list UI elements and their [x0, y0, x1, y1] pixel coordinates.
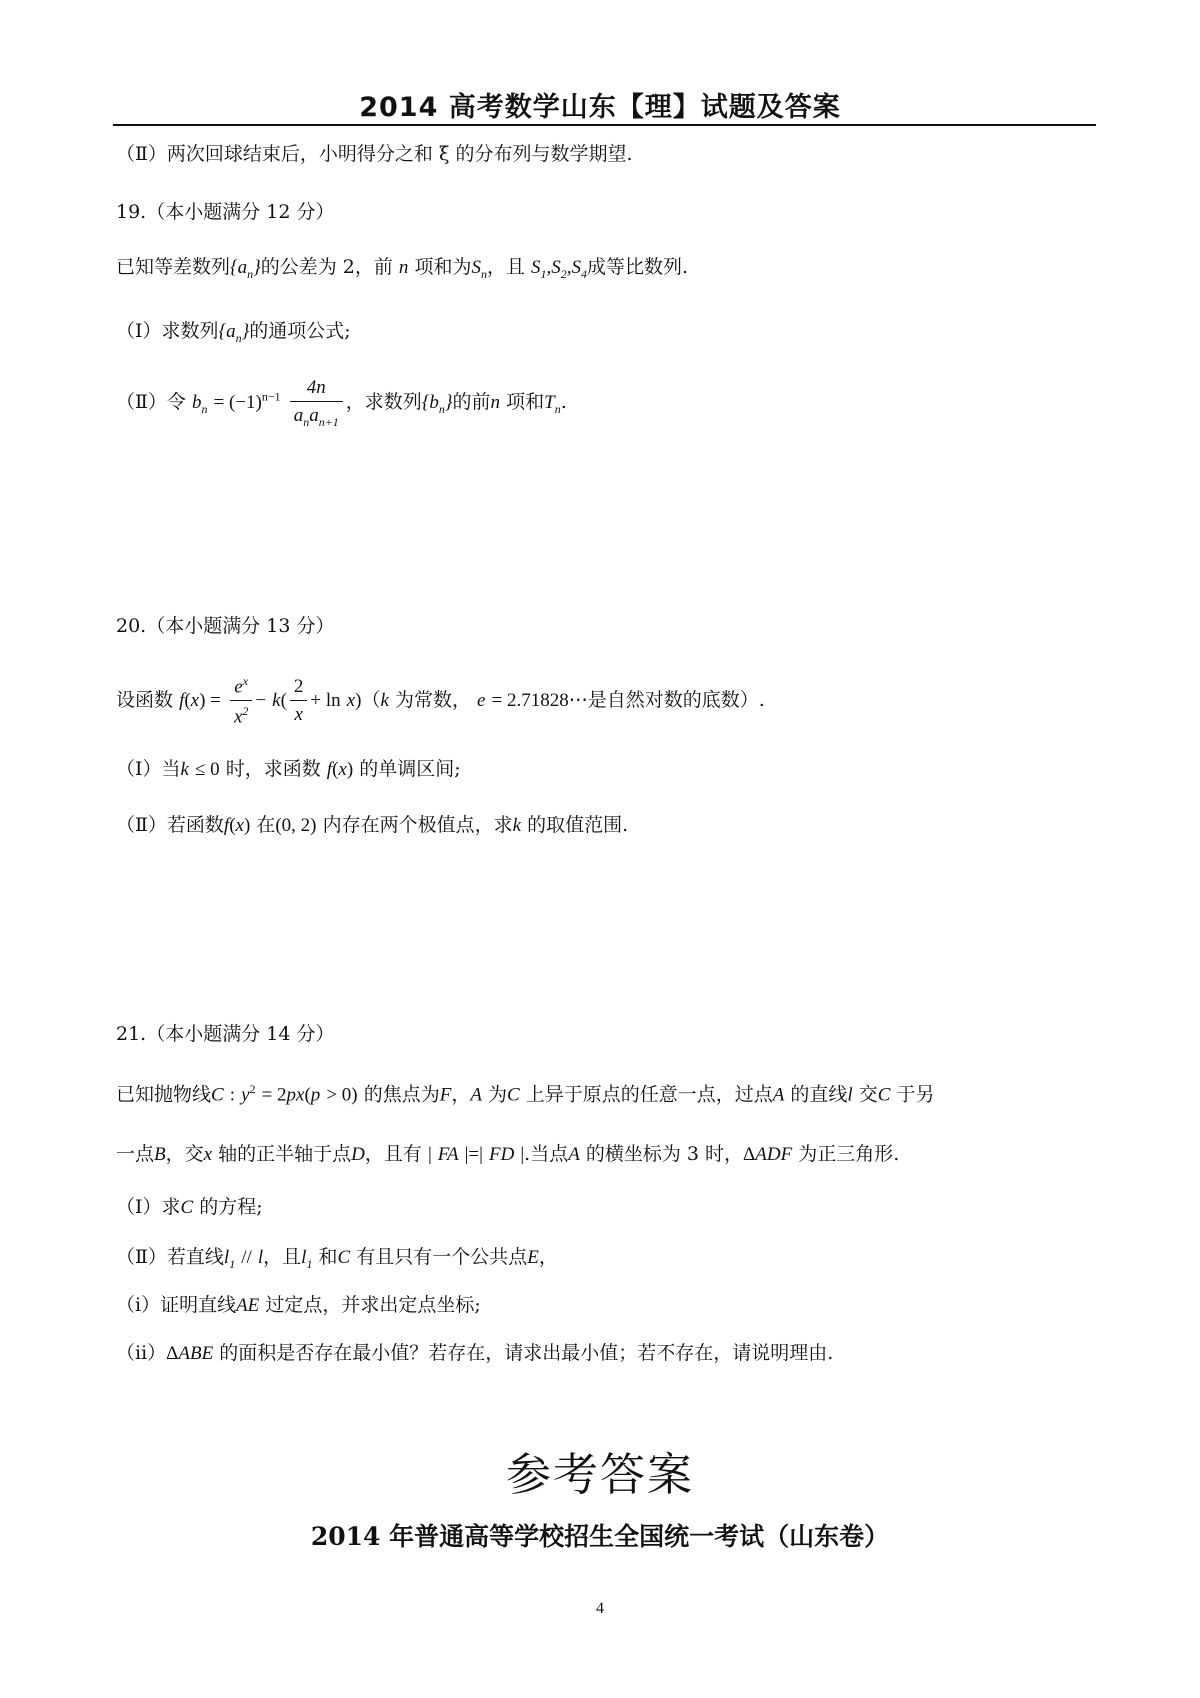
- q21-stem-line1: 已知抛物线C : $y^2 = 2px(p > 0)$ 的焦点为F，A 为C 上异于原点的任意一点，过点A 的直线l 交C 于另: [116, 1082, 935, 1106]
- q20-stem: 设函数 f(x) = $\frac{e^x}{x^2}$ − k( $\frac{2}{x}$ + ln x)（k 为常数， e = 2.71828⋯是自然对数的底数）.: [116, 674, 765, 728]
- q18-part2: （Ⅱ）两次回球结束后，小明得分之和 ξ 的分布列与数学期望.: [116, 143, 633, 165]
- q19-heading: 19.（本小题满分 12 分）: [116, 201, 335, 223]
- q20-heading: 20.（本小题满分 13 分）: [116, 615, 335, 637]
- q21-stem-line2: 一点B，交x 轴的正半轴于点D，且有 | FA |=| FD |.当点A 的横坐标为 3 时，ΔADF 为正三角形.: [116, 1143, 900, 1165]
- q20-part2: （Ⅱ）若函数f(x) 在(0, 2) 内存在两个极值点，求k 的取值范围.: [116, 814, 629, 836]
- q21-part1: （Ⅰ）求C 的方程;: [116, 1196, 263, 1218]
- q21-sub-i: （ⅰ）证明直线AE 过定点，并求出定点坐标;: [116, 1294, 481, 1316]
- q21-heading: 21.（本小题满分 14 分）: [116, 1023, 335, 1045]
- q21-sub-ii: （ⅱ）ΔABE 的面积是否存在最小值？若存在，请求出最小值；若不存在，请说明理由.: [116, 1342, 834, 1364]
- q19-part1: （Ⅰ）求数列$\{a_n\}$的通项公式;: [116, 320, 351, 345]
- answers-title: 参考答案: [505, 1448, 694, 1501]
- page-header-title: 2014 高考数学山东【理】试题及答案: [359, 92, 841, 123]
- header-rule: [113, 124, 1096, 126]
- page-number: 4: [596, 1600, 604, 1617]
- q19-stem: 已知等差数列$\{a_n\}$的公差为 2，前 n 项和为$S_n$，且 $S_1,S_2,S_4$成等比数列.: [116, 256, 689, 281]
- q19-fraction: $\frac{4n}{a_na_{n+1}}$: [290, 378, 343, 428]
- q20-part1: （Ⅰ）当k ≤ 0 时，求函数 f(x) 的单调区间;: [116, 758, 461, 780]
- answers-subtitle: 2014 年普通高等学校招生全国统一考试（山东卷）: [310, 1522, 890, 1551]
- q19-part2: （Ⅱ）令 $b_n = (-1)^{n-1}$ $\frac{4n}{a_na_{n+1}}$ ，求数列$\{b_n\}$的前n 项和$T_n$.: [116, 377, 567, 429]
- q21-part2: （Ⅱ）若直线$l_1$ // l，且$l_1$ 和C 有且只有一个公共点E，: [116, 1246, 558, 1271]
